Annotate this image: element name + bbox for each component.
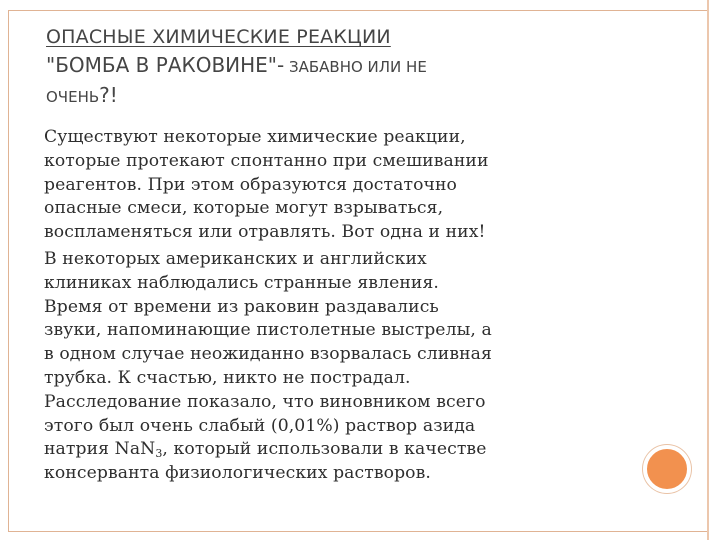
p1-line: реагентов. При этом образуются достаточно <box>44 174 458 195</box>
p2-line: клиниках наблюдались странные явления. <box>44 272 439 293</box>
p2-line: в одном случае неожиданно взорвалась сливная <box>44 344 492 365</box>
p2-line: консерванта физиологических растворов. <box>44 463 431 484</box>
paragraph-2 <box>44 248 644 486</box>
title-line-2-main: "БОМБА В РАКОВИНЕ"- <box>46 53 285 77</box>
p2-line: этого был очень слабый (0,01%) раствор азида <box>44 415 476 436</box>
p2-formula-line <box>44 439 487 459</box>
p1-line: Существуют некоторые химические реакции, <box>44 127 466 147</box>
title-line-2 <box>46 51 646 81</box>
title-line-2-rest: ЗАБАВНО ИЛИ НЕ <box>284 58 427 76</box>
formula-before: натрия NaN <box>44 439 156 460</box>
p2-line: В некоторых американских и английских <box>44 248 427 269</box>
title-line-1: ОПАСНЫЕ ХИМИЧЕСКИЕ РЕАКЦИИ <box>46 26 391 48</box>
decorative-orange-circle <box>643 445 691 493</box>
formula-after: , который использовали в качестве <box>162 439 487 460</box>
p2-line: Время от времени из раковин раздавались <box>44 296 439 317</box>
p1-line: опасные смеси, которые могут взрываться, <box>44 198 444 219</box>
slide-title <box>46 24 646 111</box>
p2-line: трубка. К счастью, никто не пострадал. <box>44 367 411 388</box>
slide-frame-right-line <box>707 0 709 540</box>
slide-body <box>44 126 644 486</box>
title-line-3 <box>46 81 646 111</box>
title-line-3-end: ?! <box>99 83 118 107</box>
p2-line: звуки, напоминающие пистолетные выстрелы, а <box>44 320 492 341</box>
p1-line: воспламеняться или отравлять. Вот одна и них! <box>44 222 486 243</box>
formula-subscript: 3 <box>155 447 163 461</box>
p2-line: Расследование показало, что виновником всего <box>44 391 486 412</box>
title-line-3-main: ОЧЕНЬ <box>46 88 100 106</box>
paragraph-1 <box>44 126 644 245</box>
p1-line: которые протекают спонтанно при смешивании <box>44 150 489 171</box>
